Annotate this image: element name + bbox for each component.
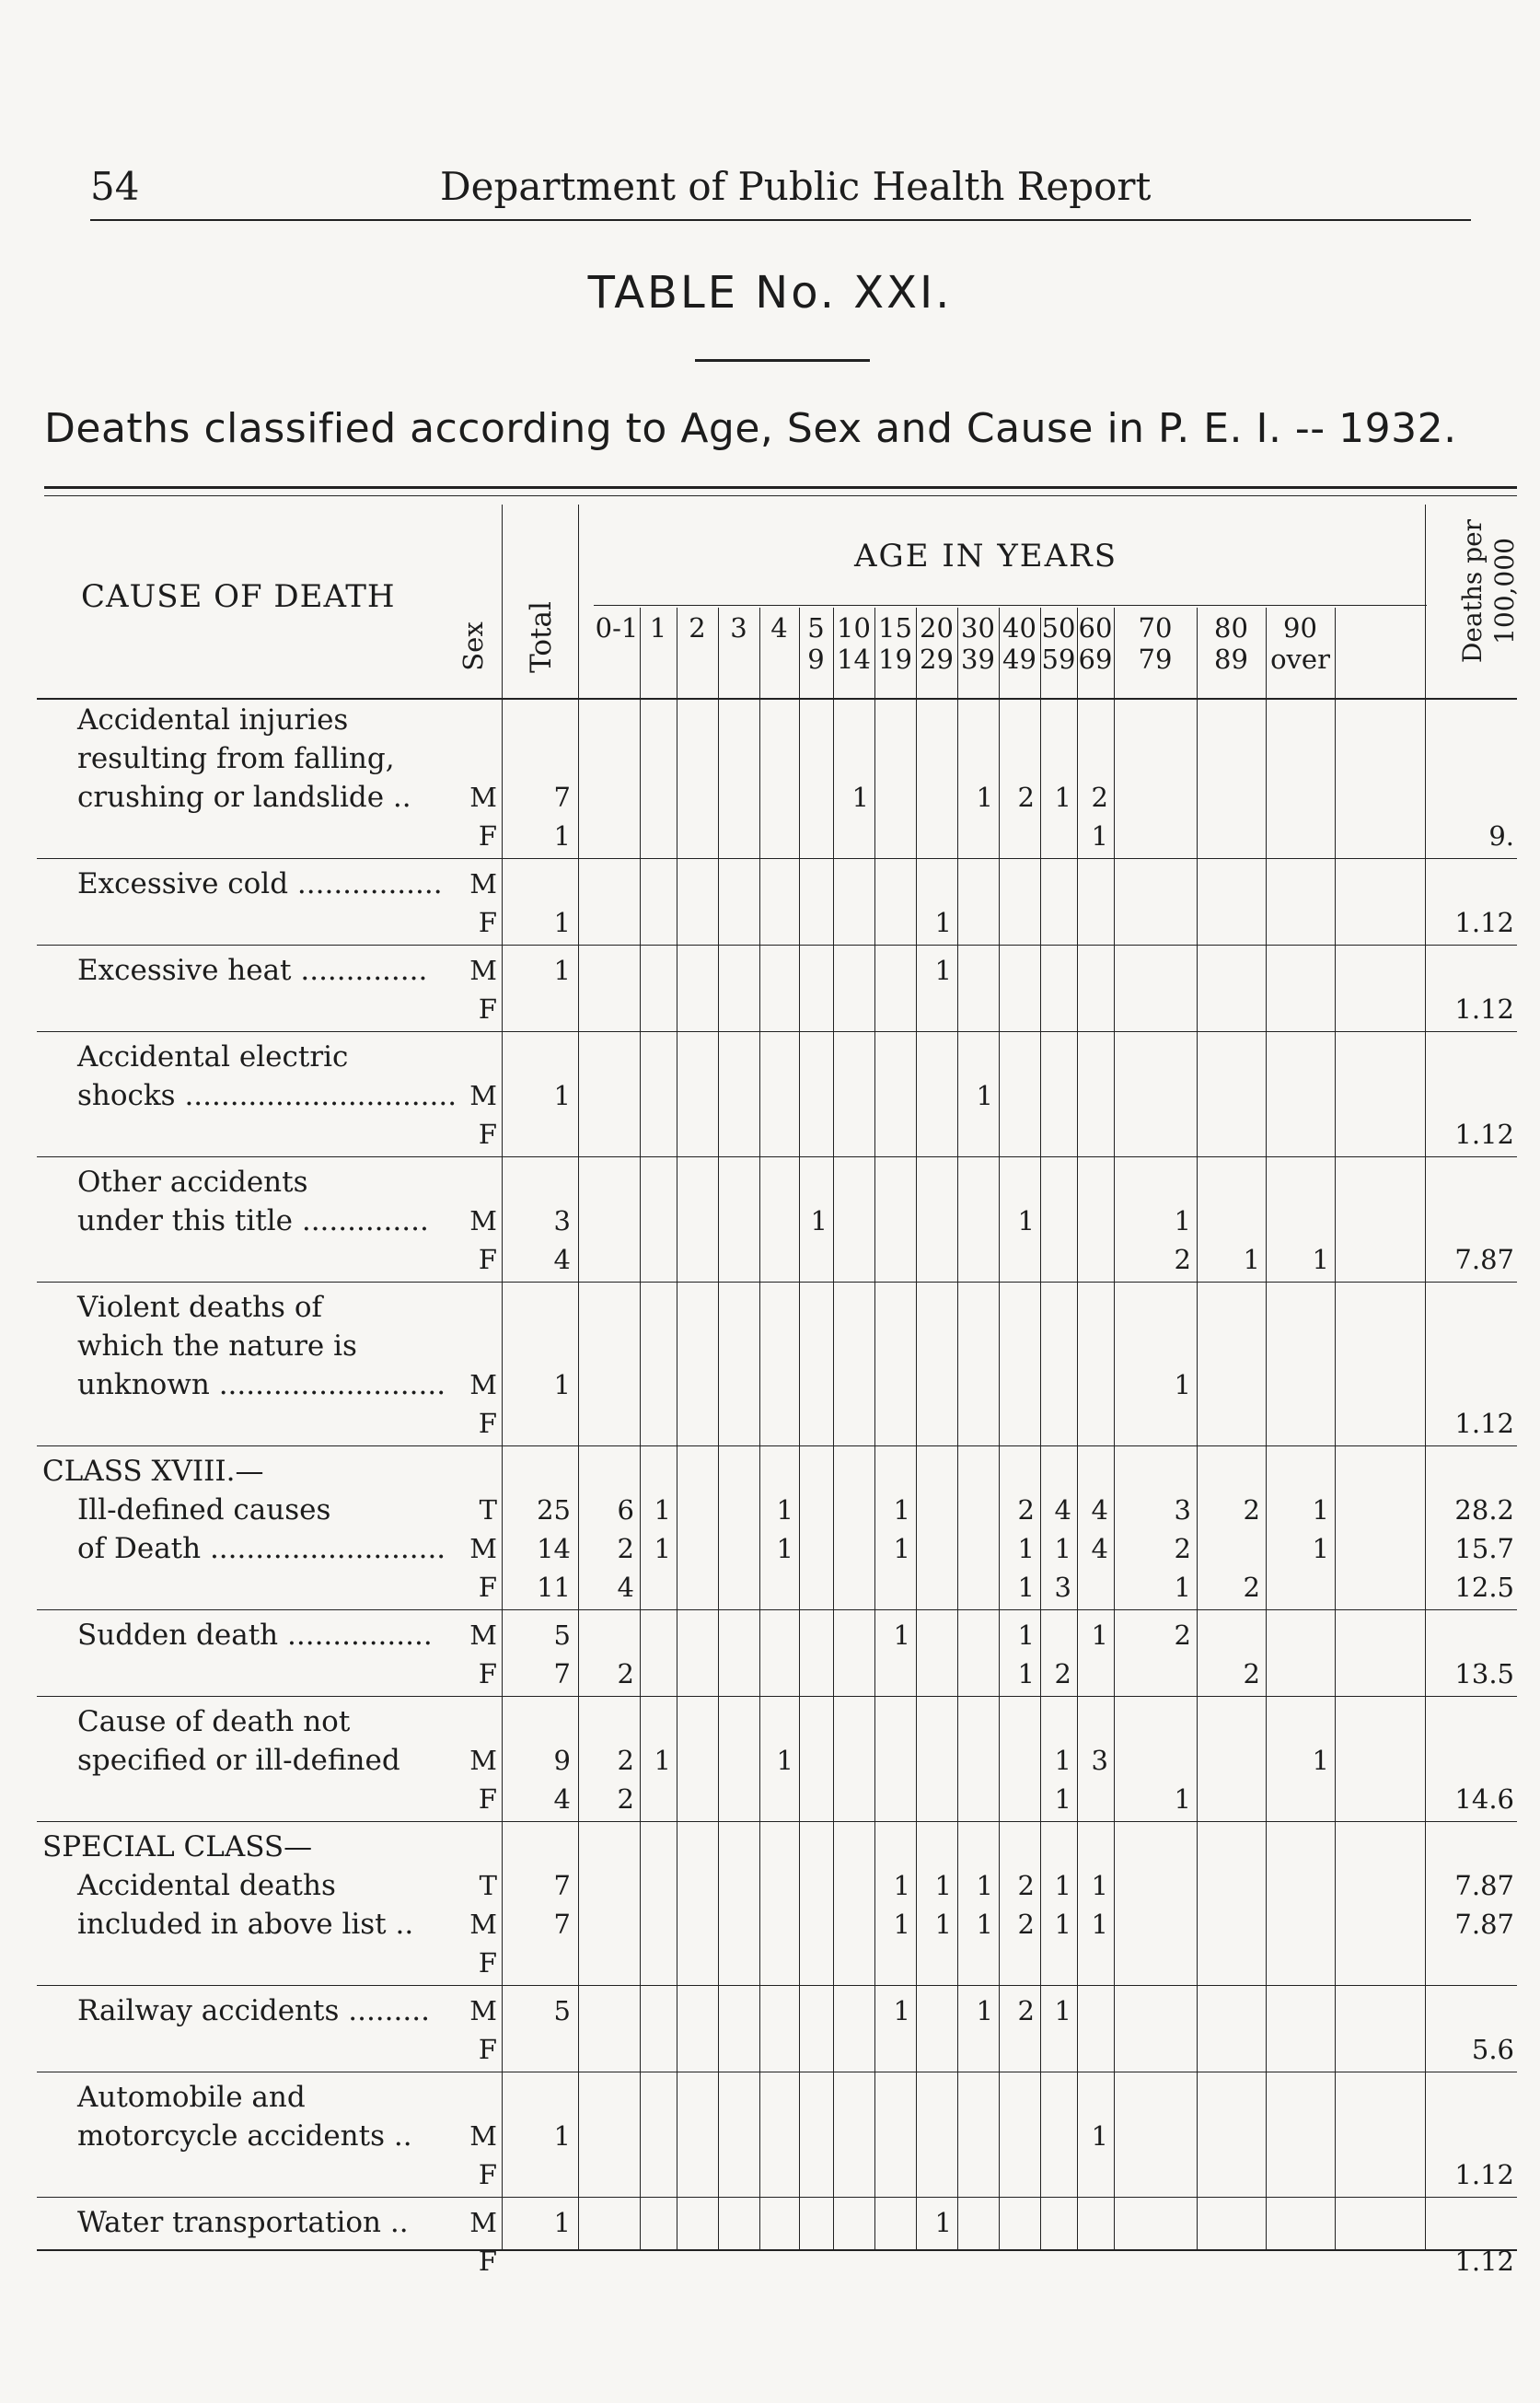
age-count-cell: 1 (1091, 820, 1108, 852)
age-count-cell: 6 (617, 1494, 634, 1526)
age-divider (1335, 608, 1336, 2249)
sex-cell: F (478, 2159, 497, 2190)
total-cell: 1 (553, 1369, 571, 1400)
total-cell: 1 (553, 2120, 571, 2152)
sex-cell: F (478, 2246, 497, 2277)
age-column-label: 30 39 (961, 612, 995, 675)
age-count-cell: 1 (976, 1080, 993, 1111)
cause-label: Excessive heat .............. (77, 954, 428, 987)
age-count-cell: 2 (1017, 1909, 1035, 1940)
age-count-cell: 2 (1091, 782, 1108, 813)
cause-label: Cause of death not (77, 1705, 351, 1738)
age-count-cell: 1 (976, 782, 993, 813)
group-separator (37, 1696, 1517, 1697)
cause-label: Ill-defined causes (77, 1493, 331, 1527)
age-count-cell: 1 (654, 1494, 671, 1526)
age-count-cell: 1 (893, 1995, 910, 2026)
total-cell: 1 (553, 820, 571, 852)
age-count-cell: 1 (893, 1533, 910, 1564)
table-number: TABLE No. XXI. (587, 267, 953, 319)
total-cell: 1 (553, 2207, 571, 2238)
sex-cell: F (478, 1244, 497, 1275)
sex-cell: M (469, 1369, 497, 1400)
sex-cell: M (469, 2207, 497, 2238)
deaths-per-header: Deaths per (1457, 518, 1488, 664)
age-column-label: 20 29 (920, 612, 954, 675)
age-count-cell: 1 (1091, 1870, 1108, 1901)
cause-label: Other accidents (77, 1166, 308, 1199)
total-cell: 7 (553, 1870, 571, 1901)
age-count-cell: 1 (1174, 1572, 1191, 1603)
total-cell: 5 (553, 1995, 571, 2026)
age-count-cell: 1 (851, 782, 869, 813)
total-column-header: Total (525, 601, 558, 673)
cause-label: Violent deaths of (77, 1291, 322, 1324)
age-column-label: 15 19 (878, 612, 912, 675)
deaths-per-100000-cell: 1.12 (1454, 1119, 1514, 1150)
age-count-cell: 1 (1054, 1909, 1071, 1940)
group-separator (37, 1821, 1517, 1822)
sex-cell: F (478, 907, 497, 938)
sex-cell: F (478, 820, 497, 852)
group-separator (37, 945, 1517, 946)
sex-cell: M (469, 1909, 497, 1940)
sex-cell: M (469, 1745, 497, 1776)
cause-label: which the nature is (77, 1329, 357, 1363)
age-count-cell: 2 (1243, 1572, 1260, 1603)
cause-label: motorcycle accidents .. (77, 2119, 412, 2153)
total-cell: 1 (553, 1080, 571, 1111)
cause-label: Sudden death ................ (77, 1619, 433, 1652)
age-count-cell: 1 (1312, 1745, 1329, 1776)
age-count-cell: 3 (1054, 1572, 1071, 1603)
sex-cell: F (478, 1783, 497, 1815)
age-count-cell: 2 (1017, 1995, 1035, 2026)
age-count-cell: 2 (617, 1783, 634, 1815)
header-bottom-rule (37, 698, 1517, 700)
total-cell: 11 (537, 1572, 571, 1603)
age-count-cell: 1 (1091, 2120, 1108, 2152)
age-count-cell: 1 (934, 2207, 952, 2238)
age-count-cell: 1 (776, 1494, 793, 1526)
cause-label: included in above list .. (77, 1908, 414, 1941)
cause-label: of Death .......................... (77, 1532, 446, 1565)
age-count-cell: 1 (1312, 1533, 1329, 1564)
age-count-cell: 1 (976, 1995, 993, 2026)
cause-label: Accidental electric (77, 1040, 349, 1074)
age-count-cell: 4 (1054, 1494, 1071, 1526)
sex-cell: T (479, 1870, 497, 1901)
age-divider (1197, 608, 1198, 2249)
age-column-label: 60 69 (1078, 612, 1113, 675)
group-separator (37, 858, 1517, 859)
age-count-cell: 2 (1174, 1244, 1191, 1275)
age-count-cell: 2 (1017, 782, 1035, 813)
age-count-cell: 1 (1312, 1494, 1329, 1526)
cause-label: SPECIAL CLASS— (42, 1830, 313, 1863)
table-subtitle: Deaths classified according to Age, Sex and Cause in P. E. I. -- 1932. (44, 405, 1457, 452)
cause-label: Railway accidents ......... (77, 1994, 430, 2027)
total-cell: 7 (553, 1658, 571, 1689)
sex-cell: M (469, 1205, 497, 1236)
sex-cell: M (469, 1995, 497, 2026)
sex-divider (502, 505, 503, 2249)
age-count-cell: 1 (776, 1533, 793, 1564)
total-divider (578, 505, 579, 2249)
cause-label: CLASS XVIII.— (42, 1455, 264, 1488)
sex-cell: T (479, 1494, 497, 1526)
page-number: 54 (90, 164, 140, 209)
age-count-cell: 1 (976, 1870, 993, 1901)
age-count-cell: 2 (1054, 1658, 1071, 1689)
sex-cell: F (478, 1658, 497, 1689)
age-count-cell: 1 (1054, 782, 1071, 813)
age-count-cell: 1 (1174, 1783, 1191, 1815)
running-title: Department of Public Health Report (440, 164, 1152, 209)
total-cell: 7 (553, 1909, 571, 1940)
age-divider (640, 608, 641, 2249)
age-count-cell: 1 (934, 1870, 952, 1901)
group-separator (37, 1282, 1517, 1283)
deaths-per-100000-cell: 15.7 (1454, 1533, 1514, 1564)
age-count-cell: 1 (1017, 1619, 1035, 1651)
age-count-cell: 1 (810, 1205, 828, 1236)
age-divider (833, 608, 834, 2249)
age-count-cell: 4 (1091, 1533, 1108, 1564)
sex-cell: M (469, 782, 497, 813)
deaths-per-100000-cell: 1.12 (1454, 993, 1514, 1025)
cause-label: unknown ......................... (77, 1368, 446, 1401)
age-count-cell: 1 (1054, 1995, 1071, 2026)
deaths-per-100000-cell: 28.2 (1454, 1494, 1514, 1526)
age-count-cell: 1 (1174, 1369, 1191, 1400)
age-divider (916, 608, 917, 2249)
deaths-per-100000-cell: 5.6 (1471, 2034, 1514, 2065)
age-count-cell: 2 (1243, 1658, 1260, 1689)
age-column-label: 70 79 (1138, 612, 1173, 675)
per-unit-header: 100,000 (1489, 538, 1520, 644)
cause-label: Excessive cold ................ (77, 867, 443, 900)
age-count-cell: 1 (893, 1870, 910, 1901)
cause-label: Accidental injuries (77, 703, 349, 737)
age-column-label: 2 (689, 612, 706, 644)
table-top-rule-thin (44, 495, 1517, 496)
age-divider (1266, 608, 1267, 2249)
header-rule (90, 219, 1471, 221)
age-count-cell: 1 (654, 1745, 671, 1776)
age-divider (759, 608, 760, 2249)
sex-cell: M (469, 955, 497, 986)
age-count-cell: 2 (1017, 1494, 1035, 1526)
group-separator (37, 1985, 1517, 1986)
age-column-label: 90 over (1270, 612, 1330, 675)
total-cell: 5 (553, 1619, 571, 1651)
cause-label: under this title .............. (77, 1204, 429, 1237)
table-bottom-rule (37, 2249, 1517, 2251)
deaths-per-100000-cell: 9. (1488, 820, 1514, 852)
age-count-cell: 1 (893, 1909, 910, 1940)
age-column-label: 4 (770, 612, 788, 644)
sex-cell: M (469, 1533, 497, 1564)
group-separator (37, 1156, 1517, 1157)
cause-column-header: CAUSE OF DEATH (81, 578, 396, 615)
age-count-cell: 1 (934, 1909, 952, 1940)
group-separator (37, 1445, 1517, 1446)
age-count-cell: 1 (934, 955, 952, 986)
age-divider (799, 608, 800, 2249)
total-cell: 4 (553, 1783, 571, 1815)
age-count-cell: 1 (1091, 1909, 1108, 1940)
age-group-rule (594, 605, 1427, 606)
page-header (90, 164, 1471, 208)
age-count-cell: 1 (1054, 1870, 1071, 1901)
deaths-per-100000-cell: 1.12 (1454, 2159, 1514, 2190)
table-top-rule (44, 486, 1517, 489)
age-count-cell: 1 (1017, 1533, 1035, 1564)
age-column-label: 3 (730, 612, 747, 644)
sex-cell: F (478, 993, 497, 1025)
cause-label: Automobile and (77, 2081, 306, 2114)
age-column-label: 5 9 (807, 612, 825, 675)
age-count-cell: 2 (617, 1658, 634, 1689)
age-column-label: 80 89 (1214, 612, 1248, 675)
age-count-cell: 2 (1017, 1870, 1035, 1901)
deaths-per-100000-cell: 7.87 (1454, 1244, 1514, 1275)
age-count-cell: 1 (934, 907, 952, 938)
rate-divider (1425, 505, 1426, 2249)
deaths-per-100000-cell: 1.12 (1454, 1408, 1514, 1439)
age-count-cell: 1 (976, 1909, 993, 1940)
group-separator (37, 1609, 1517, 1610)
deaths-per-100000-cell: 7.87 (1454, 1870, 1514, 1901)
cause-label: crushing or landslide .. (77, 781, 411, 814)
sex-cell: M (469, 1619, 497, 1651)
cause-label: resulting from falling, (77, 742, 395, 775)
age-count-cell: 3 (1174, 1494, 1191, 1526)
age-count-cell: 1 (1017, 1658, 1035, 1689)
age-count-cell: 1 (654, 1533, 671, 1564)
age-count-cell: 1 (1054, 1533, 1071, 1564)
age-count-cell: 1 (1017, 1572, 1035, 1603)
cause-label: specified or ill-defined (77, 1744, 400, 1777)
age-group-header: AGE IN YEARS (854, 538, 1118, 575)
total-cell: 9 (553, 1745, 571, 1776)
age-count-cell: 1 (1243, 1244, 1260, 1275)
total-cell: 1 (553, 955, 571, 986)
age-count-cell: 2 (1174, 1619, 1191, 1651)
short-rule (695, 359, 870, 362)
age-count-cell: 2 (1174, 1533, 1191, 1564)
age-divider (718, 608, 719, 2249)
age-count-cell: 2 (1243, 1494, 1260, 1526)
age-count-cell: 4 (1091, 1494, 1108, 1526)
total-cell: 25 (537, 1494, 571, 1526)
age-count-cell: 2 (617, 1745, 634, 1776)
deaths-per-100000-cell: 1.12 (1454, 907, 1514, 938)
age-count-cell: 3 (1091, 1745, 1108, 1776)
sex-cell: M (469, 2120, 497, 2152)
cause-label: shocks .............................. (77, 1079, 457, 1112)
age-count-cell: 1 (893, 1619, 910, 1651)
age-column-label: 40 49 (1002, 612, 1036, 675)
age-count-cell: 1 (893, 1494, 910, 1526)
sex-cell: M (469, 868, 497, 900)
deaths-per-100000-cell: 1.12 (1454, 2246, 1514, 2277)
sex-column-header: Sex (457, 621, 489, 671)
sex-cell: F (478, 1572, 497, 1603)
age-count-cell: 1 (1091, 1619, 1108, 1651)
group-separator (37, 1031, 1517, 1032)
total-cell: 3 (553, 1205, 571, 1236)
age-column-label: 10 14 (837, 612, 871, 675)
group-separator (37, 2197, 1517, 2198)
cause-label: Water transportation .. (77, 2206, 409, 2239)
age-count-cell: 1 (1312, 1244, 1329, 1275)
age-count-cell: 1 (1054, 1745, 1071, 1776)
age-count-cell: 4 (617, 1572, 634, 1603)
total-cell: 7 (553, 782, 571, 813)
deaths-per-100000-cell: 7.87 (1454, 1909, 1514, 1940)
sex-cell: F (478, 1408, 497, 1439)
age-count-cell: 1 (776, 1745, 793, 1776)
deaths-per-100000-cell: 13.5 (1454, 1658, 1514, 1689)
sex-cell: F (478, 1119, 497, 1150)
age-count-cell: 1 (1174, 1205, 1191, 1236)
deaths-per-100000-cell: 12.5 (1454, 1572, 1514, 1603)
sex-cell: F (478, 2034, 497, 2065)
age-count-cell: 1 (1017, 1205, 1035, 1236)
sex-cell: M (469, 1080, 497, 1111)
age-column-label: 50 59 (1041, 612, 1076, 675)
age-column-label: 0-1 (595, 612, 639, 644)
age-column-label: 1 (649, 612, 667, 644)
total-cell: 14 (537, 1533, 571, 1564)
total-cell: 1 (553, 907, 571, 938)
age-count-cell: 1 (1054, 1783, 1071, 1815)
age-count-cell: 2 (617, 1533, 634, 1564)
cause-label: Accidental deaths (77, 1869, 336, 1902)
deaths-per-100000-cell: 14.6 (1454, 1783, 1514, 1815)
age-divider (1114, 608, 1115, 2249)
total-cell: 4 (553, 1244, 571, 1275)
sex-cell: F (478, 1947, 497, 1979)
